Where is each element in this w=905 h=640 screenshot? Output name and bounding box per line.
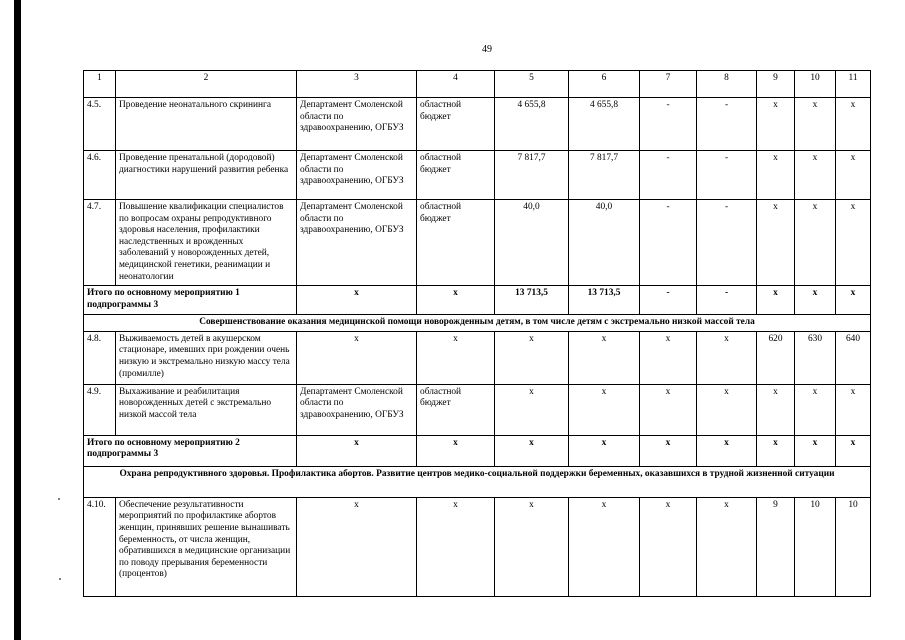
funding-source: х	[417, 497, 495, 596]
value-cell: 4 655,8	[569, 98, 640, 151]
value-cell: х	[417, 435, 495, 466]
value-cell: х	[569, 497, 640, 596]
subtotal-label: Итого по основному мероприятию 2 подпрограммы 3	[84, 435, 297, 466]
row-number: 4.6.	[84, 151, 116, 200]
value-cell: х	[836, 435, 871, 466]
column-header: 10	[795, 71, 836, 98]
section-heading-row	[84, 315, 871, 332]
row-number: 4.10.	[84, 497, 116, 596]
value-cell: х	[757, 384, 795, 435]
funding-source: х	[417, 331, 495, 384]
value-cell: х	[697, 384, 757, 435]
value-cell: х	[569, 435, 640, 466]
page-number: 49	[482, 44, 492, 55]
value-cell: 7 817,7	[495, 151, 569, 200]
value-cell: х	[640, 435, 697, 466]
value-cell: 13 713,5	[569, 286, 640, 315]
value-cell: х	[795, 384, 836, 435]
measure-name: Выживаемость детей в акушерском стационаре, имевших при рождении очень низкую и экстремально низкую массу тела (промилле)	[116, 331, 297, 384]
value-cell: 7 817,7	[569, 151, 640, 200]
value-cell: 10	[836, 497, 871, 596]
measure-name: Выхаживание и реабилитация новорожденных детей с экстремально низкой массой тела	[116, 384, 297, 435]
value-cell: 620	[757, 331, 795, 384]
value-cell: -	[697, 286, 757, 315]
value-cell: -	[697, 200, 757, 286]
row-number: 4.7.	[84, 200, 116, 286]
table-row	[84, 497, 871, 596]
measure-name: Повышение квалификации специалистов по вопросам охраны репродуктивного здоровья населения, профилактики наследственных и врожденных заболеваний у новорожденных детей, медицинской генетики, реанимации и неонатологии	[116, 200, 297, 286]
value-cell: 10	[795, 497, 836, 596]
value-cell: х	[417, 286, 495, 315]
value-cell: 630	[795, 331, 836, 384]
scan-speck	[59, 578, 61, 580]
value-cell: х	[297, 286, 417, 315]
executor: Департамент Смоленской области по здравоохранению, ОГБУЗ	[297, 98, 417, 151]
value-cell: х	[795, 200, 836, 286]
value-cell: х	[836, 286, 871, 315]
value-cell: -	[697, 98, 757, 151]
value-cell: х	[795, 286, 836, 315]
value-cell: х	[836, 151, 871, 200]
value-cell: -	[640, 200, 697, 286]
measure-name: Проведение пренатальной (дородовой) диагностики нарушений развития ребенка	[116, 151, 297, 200]
value-cell: х	[640, 497, 697, 596]
value-cell: -	[640, 151, 697, 200]
value-cell: -	[640, 98, 697, 151]
scan-edge-bar	[14, 0, 21, 640]
measure-name: Проведение неонатального скрининга	[116, 98, 297, 151]
value-cell: х	[757, 286, 795, 315]
section-heading-row	[84, 466, 871, 497]
value-cell: -	[697, 151, 757, 200]
value-cell: х	[757, 151, 795, 200]
column-number-header-row	[84, 71, 871, 98]
value-cell: х	[495, 435, 569, 466]
value-cell: х	[757, 200, 795, 286]
section-heading: Совершенствование оказания медицинской помощи новорожденным детям, в том числе детям с экстремально низкой массой тела	[84, 315, 871, 332]
value-cell: х	[795, 98, 836, 151]
scan-speck	[58, 498, 60, 500]
value-cell: х	[495, 384, 569, 435]
table-row	[84, 384, 871, 435]
executor: Департамент Смоленской области по здравоохранению, ОГБУЗ	[297, 200, 417, 286]
subtotal-row	[84, 286, 871, 315]
column-header: 9	[757, 71, 795, 98]
value-cell: х	[697, 435, 757, 466]
column-header: 3	[297, 71, 417, 98]
value-cell: х	[297, 435, 417, 466]
value-cell: х	[836, 384, 871, 435]
column-header: 2	[116, 71, 297, 98]
table-row	[84, 331, 871, 384]
value-cell: 9	[757, 497, 795, 596]
row-number: 4.8.	[84, 331, 116, 384]
row-number: 4.9.	[84, 384, 116, 435]
value-cell: х	[795, 435, 836, 466]
subtotal-label: Итого по основному мероприятию 1 подпрограммы 3	[84, 286, 297, 315]
value-cell: 40,0	[495, 200, 569, 286]
table-row	[84, 98, 871, 151]
column-header: 4	[417, 71, 495, 98]
column-header: 8	[697, 71, 757, 98]
column-header: 6	[569, 71, 640, 98]
table-row	[84, 200, 871, 286]
value-cell: х	[495, 497, 569, 596]
value-cell: х	[697, 497, 757, 596]
value-cell: х	[697, 331, 757, 384]
value-cell: 40,0	[569, 200, 640, 286]
executor: Департамент Смоленской области по здравоохранению, ОГБУЗ	[297, 384, 417, 435]
funding-source: областной бюджет	[417, 200, 495, 286]
value-cell: х	[795, 151, 836, 200]
value-cell: х	[640, 331, 697, 384]
value-cell: х	[640, 384, 697, 435]
column-header: 7	[640, 71, 697, 98]
value-cell: х	[495, 331, 569, 384]
column-header: 11	[836, 71, 871, 98]
column-header: 5	[495, 71, 569, 98]
table-row	[84, 151, 871, 200]
funding-source: областной бюджет	[417, 151, 495, 200]
value-cell: х	[569, 331, 640, 384]
value-cell: х	[836, 200, 871, 286]
value-cell: х	[757, 435, 795, 466]
executor: х	[297, 497, 417, 596]
value-cell: х	[569, 384, 640, 435]
subtotal-row	[84, 435, 871, 466]
column-header: 1	[84, 71, 116, 98]
funding-source: областной бюджет	[417, 384, 495, 435]
value-cell: х	[836, 98, 871, 151]
value-cell: 4 655,8	[495, 98, 569, 151]
executor: х	[297, 331, 417, 384]
value-cell: -	[640, 286, 697, 315]
funding-source: областной бюджет	[417, 98, 495, 151]
measure-name: Обеспечение результативности мероприятий по профилактике абортов женщин, принявших решение вынашивать беременность, от числа женщин, обратившихся в медицинские организации по поводу прерывания беременности (процентов)	[116, 497, 297, 596]
row-number: 4.5.	[84, 98, 116, 151]
value-cell: х	[757, 98, 795, 151]
value-cell: 640	[836, 331, 871, 384]
executor: Департамент Смоленской области по здравоохранению, ОГБУЗ	[297, 151, 417, 200]
section-heading: Охрана репродуктивного здоровья. Профилактика абортов. Развитие центров медико-социальной поддержки беременных, оказавшихся в трудной жизненной ситуации	[84, 466, 871, 497]
value-cell: 13 713,5	[495, 286, 569, 315]
program-measures-table	[83, 70, 871, 597]
